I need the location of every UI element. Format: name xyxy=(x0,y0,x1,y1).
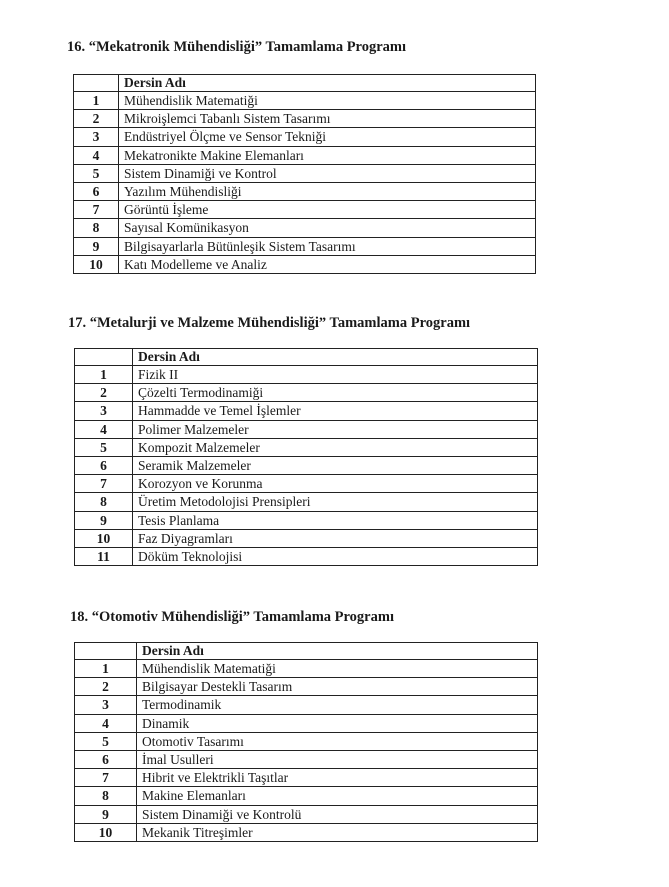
table-row xyxy=(75,696,538,714)
row-number: 2 xyxy=(75,678,137,696)
row-number: 2 xyxy=(75,384,133,402)
course-name: Faz Diyagramları xyxy=(133,529,538,547)
table-row xyxy=(75,420,538,438)
table-row xyxy=(75,366,538,384)
row-number: 9 xyxy=(75,511,133,529)
table-row xyxy=(75,751,538,769)
section-16-course-table xyxy=(73,74,536,274)
course-name: Hibrit ve Elektrikli Taşıtlar xyxy=(137,769,538,787)
table-row xyxy=(75,457,538,475)
course-name: Mikroişlemci Tabanlı Sistem Tasarımı xyxy=(119,110,536,128)
row-number: 1 xyxy=(75,660,137,678)
course-name: Sayısal Komünikasyon xyxy=(119,219,536,237)
row-number: 11 xyxy=(75,548,133,566)
row-number: 8 xyxy=(74,219,119,237)
course-name: Bilgisayarlarla Bütünleşik Sistem Tasarımı xyxy=(119,237,536,255)
course-name: Otomotiv Tasarımı xyxy=(137,732,538,750)
course-name: Fizik II xyxy=(133,366,538,384)
table-row xyxy=(75,529,538,547)
table-row xyxy=(74,201,536,219)
course-name: Tesis Planlama xyxy=(133,511,538,529)
row-number: 7 xyxy=(75,769,137,787)
course-name: Bilgisayar Destekli Tasarım xyxy=(137,678,538,696)
row-number: 7 xyxy=(74,201,119,219)
table-header-row xyxy=(75,349,538,366)
course-name: Sistem Dinamiği ve Kontrol xyxy=(119,164,536,182)
row-number: 10 xyxy=(75,823,137,841)
row-number: 9 xyxy=(74,237,119,255)
course-name: Mühendislik Matematiği xyxy=(137,660,538,678)
table-row xyxy=(75,548,538,566)
row-number: 6 xyxy=(75,457,133,475)
row-number: 9 xyxy=(75,805,137,823)
row-number: 10 xyxy=(74,255,119,273)
row-number: 5 xyxy=(75,438,133,456)
header-number-cell xyxy=(75,643,137,660)
table-row xyxy=(75,493,538,511)
section-18-course-table xyxy=(74,642,538,842)
row-number: 6 xyxy=(74,183,119,201)
course-name: Termodinamik xyxy=(137,696,538,714)
row-number: 1 xyxy=(74,92,119,110)
course-name: Endüstriyel Ölçme ve Sensor Tekniği xyxy=(119,128,536,146)
table-row xyxy=(75,660,538,678)
row-number: 8 xyxy=(75,787,137,805)
course-name: Makine Elemanları xyxy=(137,787,538,805)
row-number: 7 xyxy=(75,475,133,493)
row-number: 4 xyxy=(74,146,119,164)
table-row xyxy=(74,128,536,146)
course-name: Seramik Malzemeler xyxy=(133,457,538,475)
course-name: Katı Modelleme ve Analiz xyxy=(119,255,536,273)
row-number: 1 xyxy=(75,366,133,384)
table-row xyxy=(75,384,538,402)
row-number: 3 xyxy=(75,402,133,420)
course-name: Korozyon ve Korunma xyxy=(133,475,538,493)
course-name: Çözelti Termodinamiği xyxy=(133,384,538,402)
course-name: Yazılım Mühendisliği xyxy=(119,183,536,201)
table-row xyxy=(75,402,538,420)
table-header-row xyxy=(75,643,538,660)
row-number: 2 xyxy=(74,110,119,128)
course-name: Mekatronikte Makine Elemanları xyxy=(119,146,536,164)
table-row xyxy=(74,255,536,273)
table-row xyxy=(75,511,538,529)
table-row xyxy=(75,805,538,823)
row-number: 8 xyxy=(75,493,133,511)
course-name: Mühendislik Matematiği xyxy=(119,92,536,110)
table-row xyxy=(74,110,536,128)
row-number: 6 xyxy=(75,751,137,769)
course-name: Sistem Dinamiği ve Kontrolü xyxy=(137,805,538,823)
table-row xyxy=(74,237,536,255)
header-course-name: Dersin Adı xyxy=(119,75,536,92)
row-number: 3 xyxy=(75,696,137,714)
header-course-name: Dersin Adı xyxy=(133,349,538,366)
course-name: Dinamik xyxy=(137,714,538,732)
table-header-row xyxy=(74,75,536,92)
row-number: 3 xyxy=(74,128,119,146)
table-row xyxy=(74,146,536,164)
course-name: Görüntü İşleme xyxy=(119,201,536,219)
section-17-course-table xyxy=(74,348,538,566)
section-17-title: 17. “Metalurji ve Malzeme Mühendisliği” Tamamlama Programı xyxy=(68,315,471,331)
table-row xyxy=(75,732,538,750)
course-name: Kompozit Malzemeler xyxy=(133,438,538,456)
header-course-name: Dersin Adı xyxy=(137,643,538,660)
course-name: Döküm Teknolojisi xyxy=(133,548,538,566)
table-row xyxy=(75,714,538,732)
table-row xyxy=(74,183,536,201)
table-row xyxy=(75,787,538,805)
course-name: Hammadde ve Temel İşlemler xyxy=(133,402,538,420)
section-18-title: 18. “Otomotiv Mühendisliği” Tamamlama Programı xyxy=(70,609,394,625)
row-number: 5 xyxy=(74,164,119,182)
header-number-cell xyxy=(74,75,119,92)
section-16-title: 16. “Mekatronik Mühendisliği” Tamamlama Programı xyxy=(67,39,407,55)
course-name: İmal Usulleri xyxy=(137,751,538,769)
table-row xyxy=(75,769,538,787)
row-number: 10 xyxy=(75,529,133,547)
row-number: 5 xyxy=(75,732,137,750)
table-row xyxy=(75,678,538,696)
table-row xyxy=(74,92,536,110)
course-name: Mekanik Titreşimler xyxy=(137,823,538,841)
table-row xyxy=(74,219,536,237)
table-row xyxy=(75,475,538,493)
table-row xyxy=(75,823,538,841)
table-row xyxy=(75,438,538,456)
row-number: 4 xyxy=(75,714,137,732)
header-number-cell xyxy=(75,349,133,366)
table-row xyxy=(74,164,536,182)
row-number: 4 xyxy=(75,420,133,438)
course-name: Üretim Metodolojisi Prensipleri xyxy=(133,493,538,511)
course-name: Polimer Malzemeler xyxy=(133,420,538,438)
